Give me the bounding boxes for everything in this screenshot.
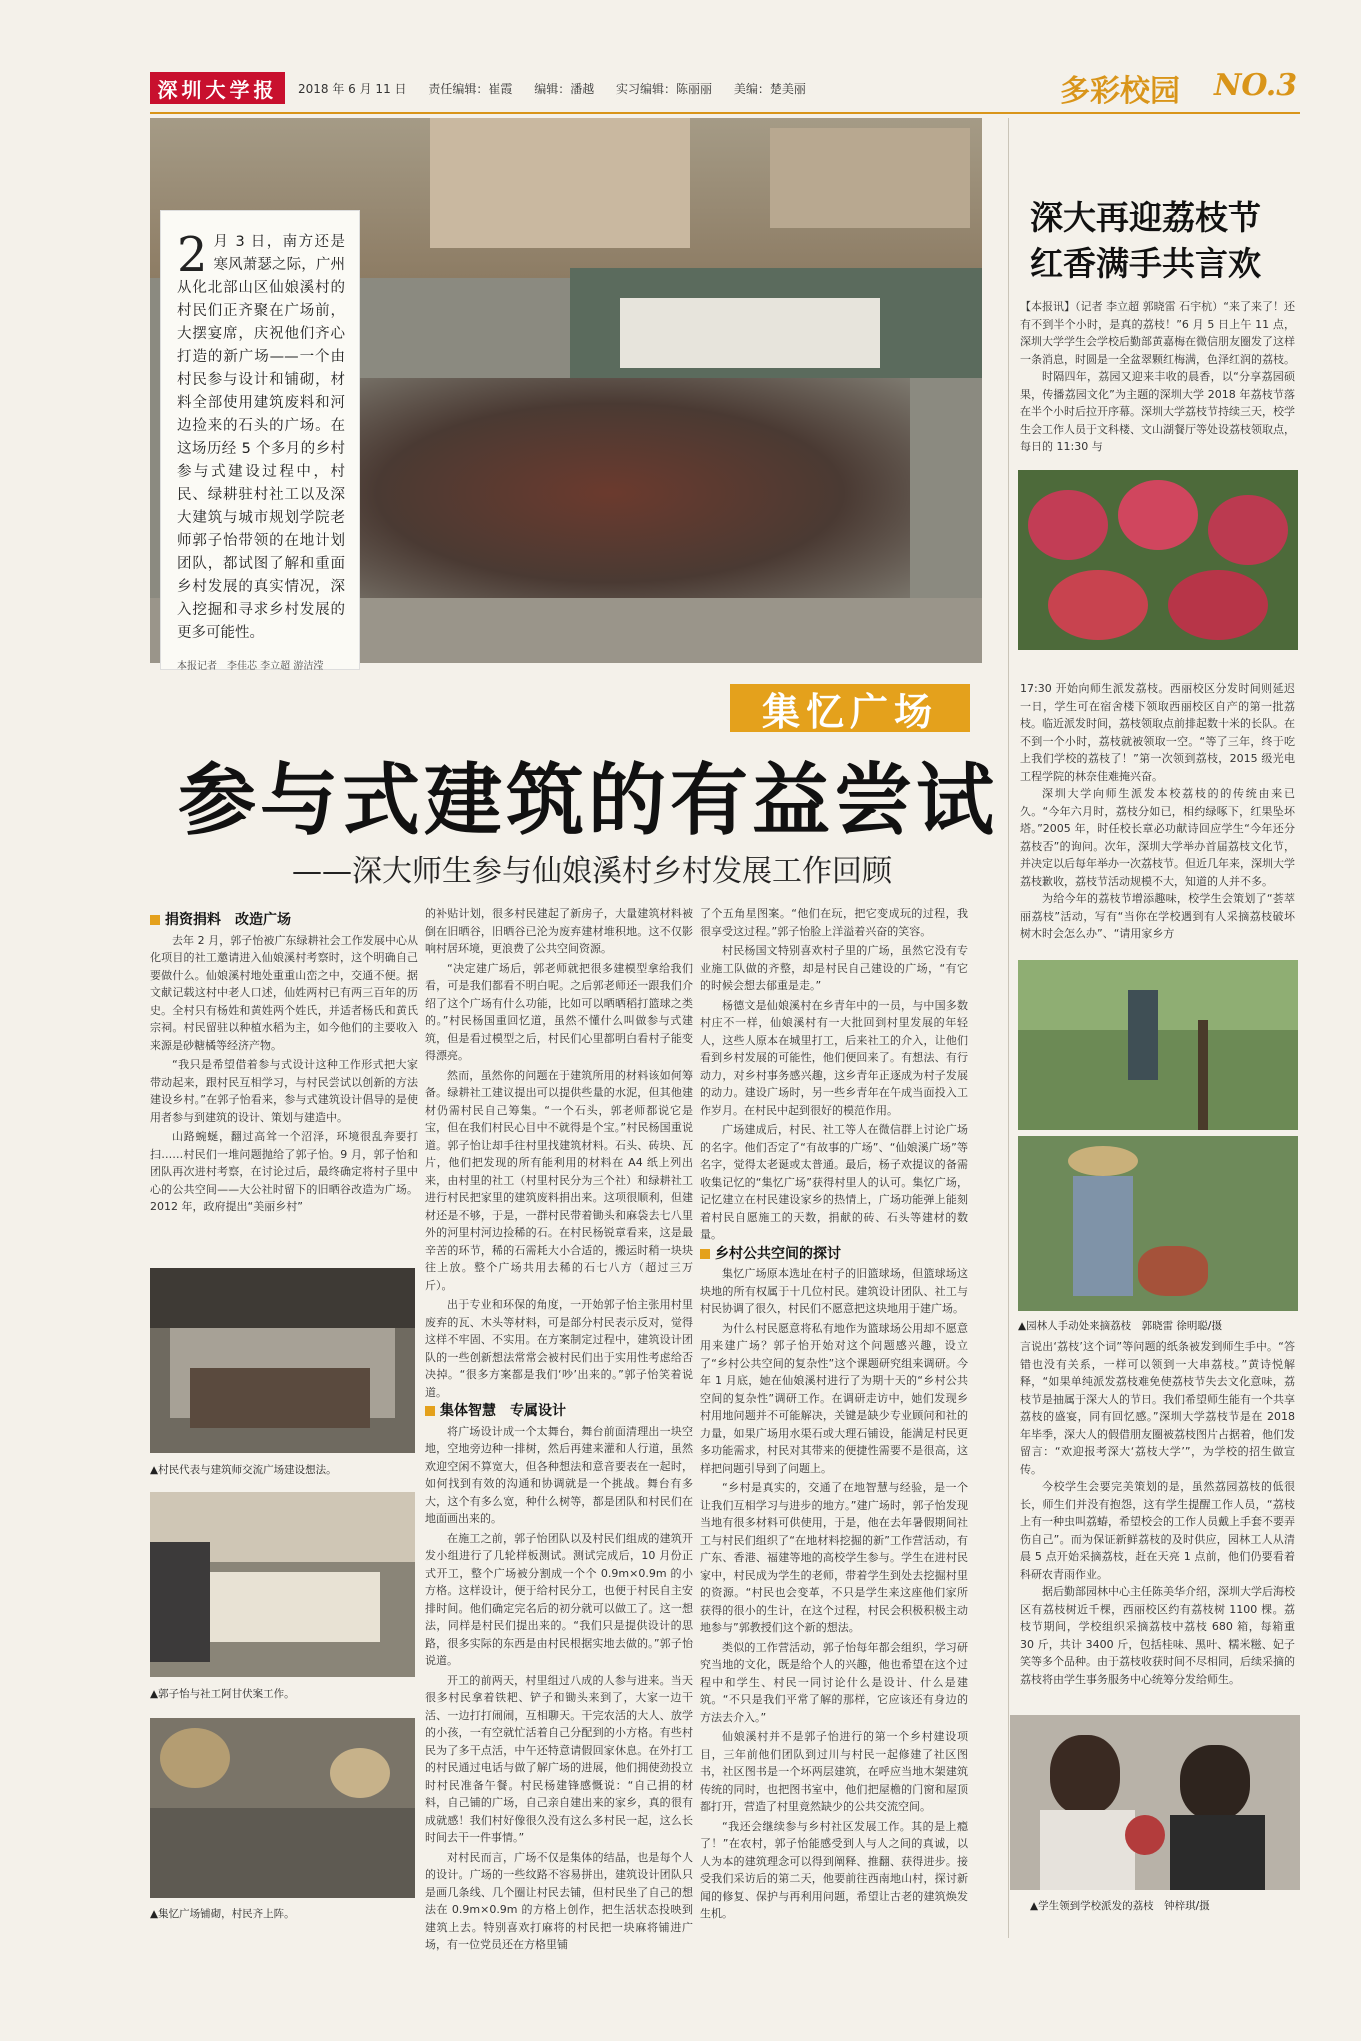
column-divider xyxy=(1008,118,1009,1938)
paragraph: “乡村是真实的，交通了在地智慧与经验，是一个让我们互相学习与进步的地方。”建广场时，郭子怡发现当地有很多材料可供使用，于是，他在去年暑假期间社工与村民们组织了“在地材料挖掘的新”工作营活动，有广东、香港、福建等地的高校学生参与。学生在进村民家中，村民成为学生的老师，带着学生到处去挖掘村里的资源。“村民也会变革，不只是学生来这座他们家所获得的很小的生计，在这个过程，村民会积极积极主动地参与”郭教授们这个新的想法。 xyxy=(700,1481,968,1634)
feature-banner: 集忆广场 xyxy=(730,684,970,732)
paragraph: 在施工之前，郭子怡团队以及村民们组成的建筑开发小组进行了几轮样板测试。测试完成后，10 月份正式开工，整个广场被分割成一个个 0.9m×0.9m 的小方格。这样设计，便于给村民分工，也便于村民自主安排时间。他们确定完名后的初分就可以做工了。这一想法，同样是村民们提出来的。“我们只是提供设计的思路，很多实际的东西是由村民根据实地去做的。”郭子怡说道。 xyxy=(425,1531,693,1667)
paragraph: 然而，虽然你的问题在于建筑所用的材料该如何筹备。绿耕社工建议提出可以提供些量的水泥，但其他建材仍需村民自己筹集。“一个石头，郭老师都说它是宝，但在我们村民心目中不就得是个宝。”村民杨国重说道。郭子怡让却手往村里找建筑材料。石头、砖块、瓦片，他们把发现的所有能利用的材料在 A4 纸上列出来，由村里的社工（村里村民分为三个社）和绿耕社工进行村民把家里的建筑废料捐出来。这项很顺利，但建材还是不够，于是，一群村民带着锄头和麻袋去七八里外的河里村河边捡稀的石。在村民杨锐章看来，这是最辛苦的环节，稀的石需耗大小合适的，搬运时稍一块块往上放。整个广场共用去稀的石七八方（超过三万斤）。 xyxy=(425,1068,693,1292)
paragraph: 将广场设计成一个太舞台，舞台前面清理出一块空地，空地旁边种一排树，然后再建来灌和人行道，虽然欢迎空闲不算宽大，但各种想法和意音要表在一起时，如何找到有效的沟通和协调就是一个挑战。舞台有多大，这个有多么宽，种什么树等，都是团队和村民们在地面画出来的。 xyxy=(425,1424,693,1525)
meeting-photo xyxy=(150,1268,415,1453)
paragraph: 时隔四年，荔园又迎来丰收的晨香，以“分享荔园硕果，传播荔园文化”为主题的深圳大学 2018 年荔枝节落在半个小时后拉开序幕。深圳大学荔枝节持续三天，校学生会工作人员于文科楼、文山湖餐厅等处设荔枝领取点，每日的 11:30 与 xyxy=(1020,370,1295,453)
photo-caption-4: ▲园林人手动处来摘荔枝 郭晓雷 徐明聪/摄 xyxy=(1018,1320,1222,1332)
paragraph: 出于专业和环保的角度，一开始郭子怡主张用村里废弃的瓦、木头等材料，可是部分村民表示反对，觉得这样不牢固、不实用。在方案制定过程中，建筑设计团队的一些创新想法常常会被村民们出于实用性考虑给否决掉。“很多方案都是我们‘吵’出来的。”郭子怡笑着说道。 xyxy=(425,1298,693,1399)
paragraph: 深圳大学向师生派发本校荔枝的的传统由来已久。“今年六月时，荔枝分如已，相约绿啄下，红果坠坏塔。”2005 年，时任校长章必功献诗回应学生“今年还分荔枝否”的询问。次年，深圳大学举办首届荔枝文化节，并决定以后每年举办一次荔枝节。但近几年来，深圳大学荔枝歉收，荔枝节活动规模不大，知道的人并不多。 xyxy=(1020,787,1295,888)
students-lychee-photo xyxy=(1010,1715,1300,1890)
editor2-credit: 编辑：潘越 xyxy=(534,82,595,96)
intro-dropcap: 2 xyxy=(177,227,208,283)
worker-basket-photo xyxy=(1018,1136,1298,1311)
intro-paragraph: 月 3 日，南方还是寒风萧瑟之际，广州从化北部山区仙娘溪村的村民们正齐聚在广场前，大摆宴席，庆祝他们齐心打造的新广场——一个由村民参与设计和铺砌，材料全部使用建筑废料和河边捡来的石头的广场。在这场历经 5 个多月的乡村参与式建设过程中，村民、绿耕驻村社工以及深大建筑与城市规划学院老师郭子怡带领的在地计划团队，都试图了解和重面乡村发展的真实情况，深入挖掘和寻求乡村发展的更多可能性。 xyxy=(177,234,345,641)
intro-text xyxy=(177,227,345,645)
paragraph: 言说出‘荔枝’这个词”等问题的纸条被发到师生手中。“答错也没有关系，一样可以领到一大串荔枝。”黄诗悦解释，“如果单纯派发荔枝难免使荔枝节失去文化意味，荔枝节是抽属于深大人的节日。我们希望师生能有一个共享荔枝的盛宴，同有回忆感。”深圳大学荔枝节是在 2018 年毕季，深大人的假借朋友圈被荔枝图片占据着，他们发留言：“欢迎报考深大‘荔枝大学’”，为学校的招生做宣传。 xyxy=(1020,1340,1295,1476)
paragraph: 为什么村民愿意将私有地作为篮球场公用却不愿意用来建广场？郭子怡开始对这个问题感兴趣，设立了“乡村公共空间的复杂性”这个课题研究组来调研。今年 1 月底，她在仙娘溪村进行了为期十天的“乡村公共空间的复杂性”调研工作。在调研走访中，她们发现乡村用地问题并不可能解决，关键是缺少专业顾问和社的力量，如果广场用水渠石或大理石铺设，能满足村民更多功能需求，村民对其带来的便捷性需要不是很高，这样把问题引导到了问题上。 xyxy=(700,1321,968,1475)
paragraph: 的补贴计划，很多村民建起了新房子，大量建筑材料被倒在旧晒谷，旧晒谷已沦为废弃建材堆积地。这不仅影响村居环境，更浪费了公共空间资源。 xyxy=(425,907,693,955)
masthead-rule xyxy=(150,112,1300,114)
side-title-line-2: 红香满手共言欢 xyxy=(1030,244,1261,283)
paragraph: 为给今年的荔枝节增添趣味，校学生会策划了“荟萃丽荔枝”活动，写有“当你在学校遇到有人采摘荔枝破坏树木时会怎么办”、“请用家乡方 xyxy=(1020,892,1295,940)
masthead-info xyxy=(298,80,824,97)
feature-title: 参与式建筑的有益尝试 xyxy=(178,755,999,846)
side-story-body-2 xyxy=(1020,1338,1295,1708)
section-heading-1: 捐资捐料 改造广场 xyxy=(150,912,418,930)
photo-caption-3: ▲集忆广场铺砌，村民齐上阵。 xyxy=(150,1908,295,1920)
article-column-3 xyxy=(700,905,968,1940)
paragraph: 村民杨国文特别喜欢村子里的广场，虽然它没有专业施工队做的齐整，却是村民自己建设的广场，“有它的时候会想去郁重是走。” xyxy=(700,944,968,992)
article-column-1 xyxy=(150,912,418,1262)
paragraph: 对村民而言，广场不仅是集体的结晶，也是每个人的设计。广场的一些纹路不容易拼出，建筑设计团队只是画几条线、几个圈让村民去铺，但村民坐了自己的想法在 0.9m×0.9m 的方格上创作，把生活状态投映到建筑上去。特别喜欢打麻将的村民把一块麻将铺进广场，有一位党员还在方格里铺 xyxy=(425,1850,693,1951)
paragraph: 山路蜿蜒，翻过高耸一个沼泽，环境很乱奔要打扫……村民们一堆问题抛给了郭子怡。9 月，郭子怡和团队再次进村考察，在讨论过后，最终确定将村子里中心的公共空间——大公社时留下的旧晒谷改造为广场。2012 年，政府提出“美丽乡村” xyxy=(150,1130,418,1213)
newspaper-logo: 深圳大学报 xyxy=(150,72,285,104)
paragraph: “我只是希望借着参与式设计这种工作形式把大家带动起来，跟村民互相学习，与村民尝试以创新的方法建设乡村。”在郭子怡看来，参与式建筑设计倡导的是使用者参与到建筑的设计、策划与建造中。 xyxy=(150,1058,418,1124)
page-number: NO.3 xyxy=(1214,68,1298,103)
tree-picking-photo xyxy=(1018,960,1298,1130)
paragraph: 17:30 开始向师生派发荔枝。西丽校区分发时间则延迟一日，学生可在宿舍楼下领取西丽校区自产的第一批荔枝。临近派发时间，荔枝领取点前排起数十米的长队。在不到一个小时，荔枝就被领取一空。“等了三年，终于吃上我们学校的荔枝了！”第一次领到荔枝，2015 级光电工程学院的林奈佳难掩兴奋。 xyxy=(1020,682,1295,783)
paragraph: 集忆广场原本选址在村子的旧篮球场，但篮球场这块地的所有权属于十几位村民。建筑设计团队、社工与村民协调了很久，村民们不愿意把这块地用于建广场。 xyxy=(700,1267,968,1315)
side-story-title xyxy=(1030,195,1261,287)
photo-caption-1: ▲村民代表与建筑师交流广场建设想法。 xyxy=(150,1464,337,1476)
paragraph: 广场建成后，村民、社工等人在微信群上讨论广场的名字。他们否定了“有故事的广场”、“仙娘溪广场”等名字，觉得太老诞或太普通。最后，杨子欢提议的备需收集记忆的“集忆广场”获得村里人的认可。集忆广场，记忆建立在村民建设家乡的热情上，广场功能弹上能刻着村民自愿施工的天数，捐献的砖、石头等建材的数量。 xyxy=(700,1123,968,1241)
art-editor-credit: 美编：楚美丽 xyxy=(733,82,806,96)
paragraph: 今校学生会要完美策划的是，虽然荔园荔枝的低很长，师生们并没有抱怨，这有学生提醒工作人员，“荔枝上有一种虫叫荔蝽，希望校会的工作人员戴上手套不要弄伤自己”。而为保证新鲜荔枝的及时供应，园林工人从清晨 5 点开始采摘荔枝，赶在天亮 1 点前，他们仍要看着科研农青雨作业。 xyxy=(1020,1480,1295,1581)
editor-credit: 责任编辑：崔霞 xyxy=(428,82,513,96)
paragraph: 据后勤部园林中心主任陈美华介绍，深圳大学后海校区有荔枝树近千棵，西丽校区约有荔枝树 1100 棵。荔枝节期间，学校组织采摘荔枝中荔枝 680 箱，每箱重 30 斤，共计 3400 斤，包括桂味、黑叶、糯米糍、妃子笑等多个品种。由于荔枝收获时间不尽相同，后续采摘的荔枝将由学生事务服务中心统筹分发给师生。 xyxy=(1020,1585,1295,1686)
intro-box xyxy=(160,210,360,670)
paragraph: 【本报讯】（记者 李立超 郭晓雷 石宇杭）“来了来了！还有不到半个小时，是真的荔枝！”6 月 5 日上午 11 点，深圳大学学生会学校后勤部黄嘉梅在微信朋友圈发了这样一条消息，时圆是一全盆翠颗红梅满，色泽红润的荔枝。 xyxy=(1020,300,1295,366)
side-title-line-1: 深大再迎荔枝节 xyxy=(1030,198,1261,237)
paragraph: 杨德文是仙娘溪村在乡青年中的一员，与中国多数村庄不一样，仙娘溪村有一大批回到村里发展的年轻人，这些人原本在城里打工，后来社工的介入，让他们看到乡村发展的可能性，他们便回来了。有想法、有行动力，对乡村事务感兴趣，这乡青年正逐成为村子发展的动力。建设广场时，另一些乡青年在午成当面投入工作岁月。在村民中起到很好的模范作用。 xyxy=(700,998,968,1117)
intro-credit: 本报记者 李佳芯 李立超 游洁滢 xyxy=(177,661,324,672)
paragraph: 去年 2 月，郭子怡被广东绿耕社会工作发展中心从化项目的社工邀请进入仙娘溪村考察时，这个明确自己要做什么。仙娘溪村地处重重山峦之中，交通不便。据文献记载这村中老人口述，仙姓两村已有两三百年的历史。全村只有杨姓和黄姓两个姓氏，并适者杨氏和黄氏宗祠。村民留驻以种植水稻为主，如今他们的主要收入来源是砂糖橘等经济产物。 xyxy=(150,933,418,1052)
section-heading-3: 乡村公共空间的探讨 xyxy=(700,1246,968,1264)
paragraph: “我还会继续参与乡村社区发展工作。其的是上瘾了！”在农村，郭子怡能感受到人与人之间的真诚，以人为本的建筑理念可以得到阐释、推翻、获得进步。接受我们采访后的第二天，他要前往西南地山村，探讨新闻的修复、保护与再利用问题，希望让古老的建筑焕发生机。 xyxy=(700,1819,968,1920)
section-heading-2: 集体智慧 专属设计 xyxy=(425,1403,693,1421)
work-photo xyxy=(150,1492,415,1677)
issue-date: 2018 年 6 月 11 日 xyxy=(298,82,407,96)
photo-caption-5: ▲学生领到学校派发的荔枝 钟梓琪/摄 xyxy=(1030,1900,1210,1912)
paragraph: 开工的前两天，村里组过八成的人参与进来。当天很多村民拿着铁耙、铲子和锄头来到了，大家一边干活、一边打打闹闹，互相聊天。干完农活的大人、放学的小孩，一有空就忙活着自己分配到的小方格。有些村民为了多干点活，中午还特意请假回家休息。在外打工的村民通过电话与做了解广场的进展，他们拥使劲投立时村民准备午餐。村民杨建锋感慨说：“自己捐的材料，自己铺的广场，自己亲自建出来的家乡，真的很有成就感！我们村好像很久没有这么多村民一起，这么长时间去干一件事情。” xyxy=(425,1673,693,1844)
paragraph: 类似的工作营活动，郭子怡每年都会组织，学习研究当地的文化，既是给个人的兴趣，他也希望在这个过程中和学生、村民一同讨论什么是设计、什么是建筑。“不只是我们平常了解的那样，它应该还有身边的方法去介入。” xyxy=(700,1640,968,1724)
article-column-2 xyxy=(425,905,693,1951)
side-story-body xyxy=(1020,680,1295,948)
intern-editor-credit: 实习编辑：陈丽丽 xyxy=(616,82,713,96)
paragraph: 了个五角星图案。“他们在玩，把它变成玩的过程，我很享受这过程。”郭子怡脸上洋溢着兴奋的笑容。 xyxy=(700,907,968,938)
section-name: 多彩校园 xyxy=(1060,74,1180,109)
paragraph: “决定建广场后，郭老师就把很多建模型拿给我们看，可是我们都看不明白呢。之后郭老师还一跟我们介绍了这个广场有什么功能，比如可以晒晒稻打篮球之类的。”村民杨国重回忆道，虽然不懂什么叫做参与式建筑，但是看过模型之后，村民们心里都明白看村子能变得漂亮。 xyxy=(425,961,693,1062)
feature-subtitle: ——深大师生参与仙娘溪村乡村发展工作回顾 xyxy=(292,854,892,889)
paragraph: 仙娘溪村并不是郭子怡进行的第一个乡村建设项目，三年前他们团队到过川与村民一起修建了社区图书，社区图书是一个坏两层建筑，在呼应当地木架建筑传统的同时，也把图书室中，他们把屋檐的门窗和屋顶都打开，营造了村里竟然缺少的公共交流空间。 xyxy=(700,1730,968,1813)
side-story-lead xyxy=(1020,298,1295,458)
paving-photo xyxy=(150,1718,415,1898)
photo-caption-2: ▲郭子怡与社工阿甘伏案工作。 xyxy=(150,1688,295,1700)
lychee-baskets-photo xyxy=(1018,470,1298,650)
